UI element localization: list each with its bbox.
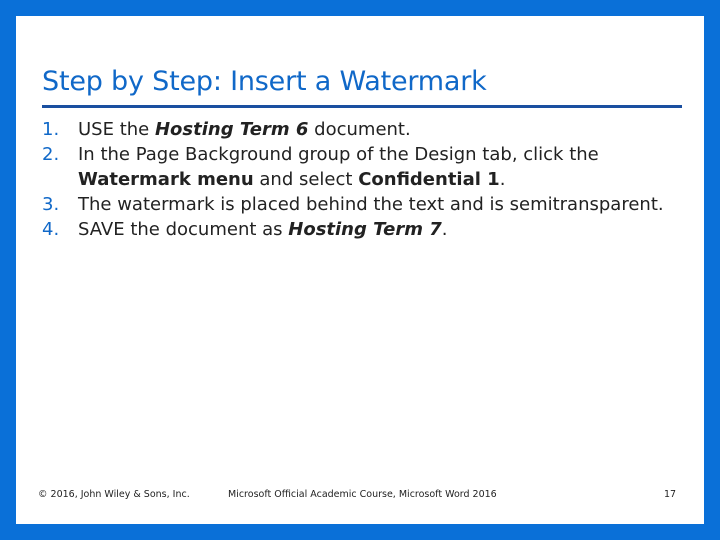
document-name: Hosting Term 7: [288, 219, 442, 240]
step-text: The watermark is placed behind the text and is semitransparent.: [78, 194, 664, 215]
step-number: 3.: [42, 194, 60, 215]
step-item-2: [42, 142, 692, 192]
page-number: 17: [664, 489, 677, 500]
step-text: SAVE the document as Hosting Term 7.: [78, 219, 448, 240]
footer-course: Microsoft Official Academic Course, Microsoft Word 2016: [228, 489, 497, 500]
step-number: 1.: [42, 119, 60, 140]
slide-panel: [16, 16, 704, 524]
document-name: Hosting Term 6: [154, 119, 309, 140]
option-name: Confidential 1: [358, 169, 500, 190]
step-number: 2.: [42, 144, 60, 165]
title-underline: [42, 105, 682, 108]
footer-copyright: © 2016, John Wiley & Sons, Inc.: [38, 489, 190, 500]
steps-list: [42, 117, 692, 242]
slide-title: Step by Step: Insert a Watermark: [42, 66, 487, 97]
step-item-1: [42, 117, 692, 142]
step-item-3: [42, 192, 692, 217]
step-item-4: [42, 217, 692, 242]
step-number: 4.: [42, 219, 60, 240]
menu-name: Watermark menu: [78, 169, 254, 190]
step-text: USE the Hosting Term 6 document.: [78, 119, 411, 140]
step-text: In the Page Background group of the Design tab, click the Watermark menu and select Confidential 1.: [78, 144, 599, 190]
